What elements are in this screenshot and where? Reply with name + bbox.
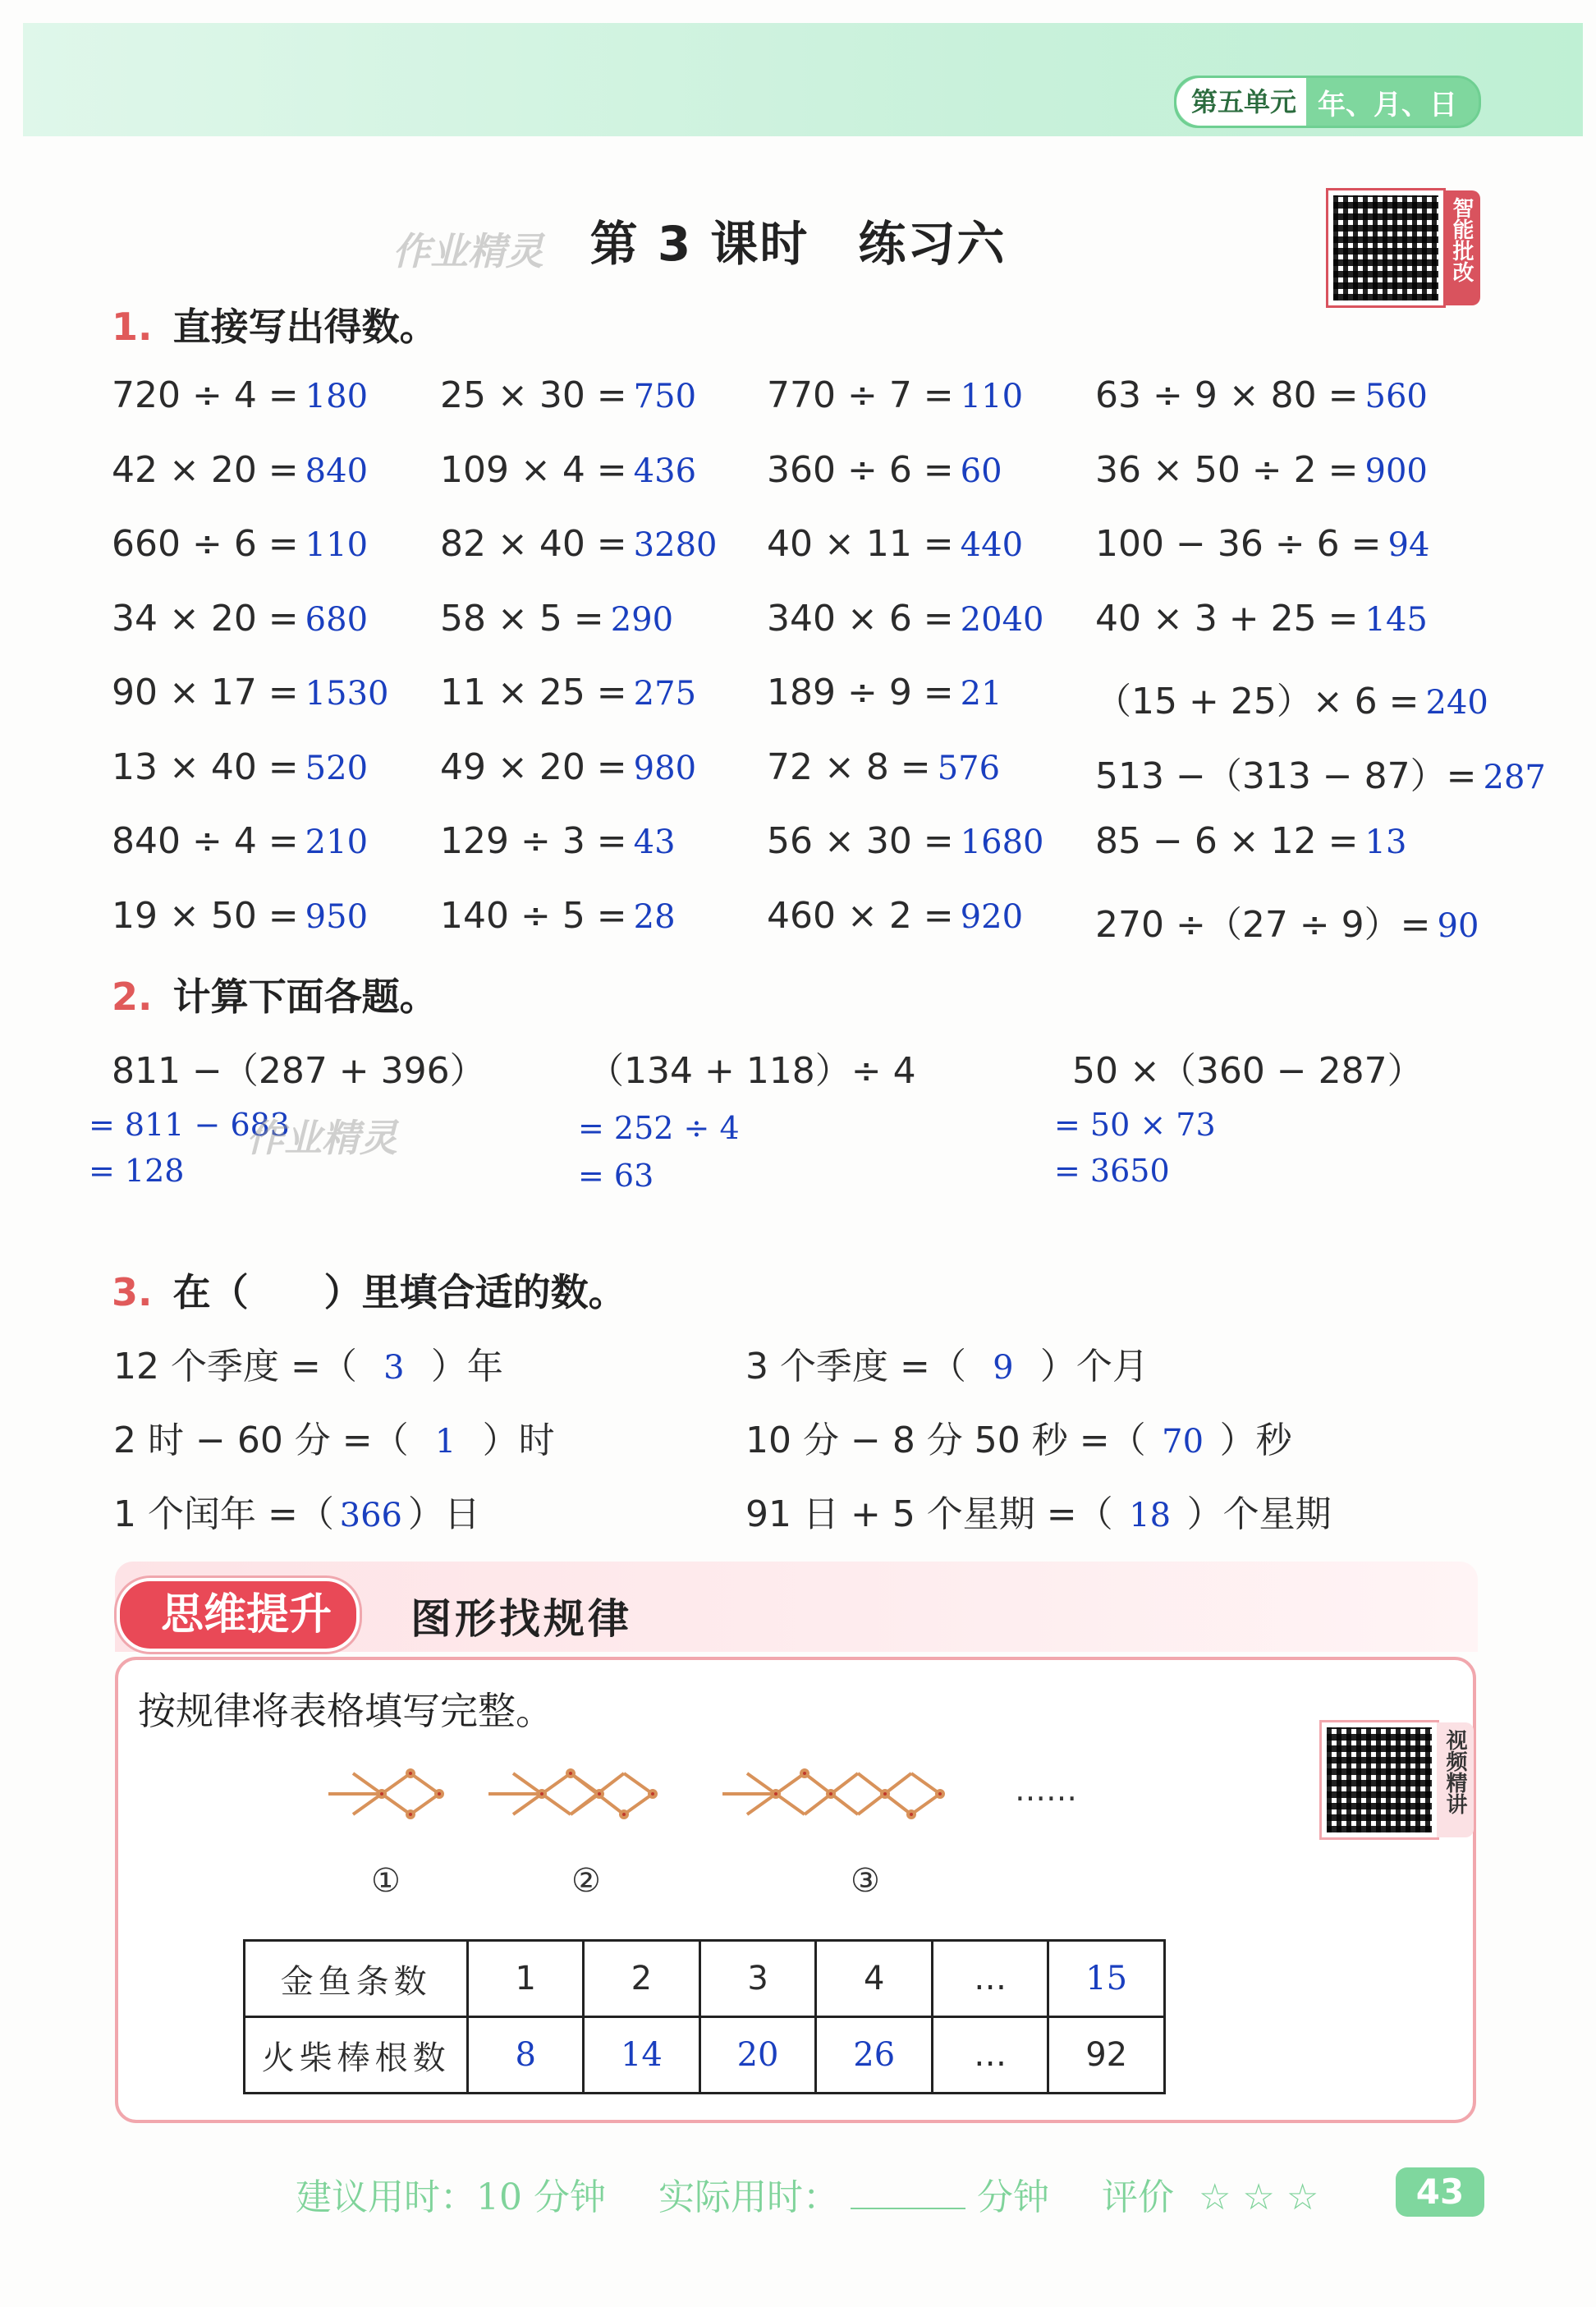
table-cell: … (933, 2017, 1048, 2094)
equation-expr: 340 × 6 = (767, 597, 954, 640)
work-step: = 252 ÷ 4 (578, 1110, 740, 1146)
table-cell: 2 (584, 1941, 700, 2017)
blank-answer[interactable]: 3 (383, 1349, 405, 1387)
unit-badge (1174, 76, 1481, 128)
fill-blank-item (745, 1410, 1292, 1463)
answer: 145 (1364, 600, 1428, 639)
qr-top-label: 智能批改 (1443, 190, 1480, 305)
blank-suffix: ）时 (482, 1420, 555, 1461)
table-row (245, 2017, 1165, 2094)
equation (112, 374, 368, 416)
problem-expr: （134 + 118）÷ 4 (588, 1050, 916, 1092)
equation (112, 820, 368, 862)
answer: 110 (305, 526, 369, 564)
equation-expr: 63 ÷ 9 × 80 = (1095, 374, 1359, 416)
equation-expr: 40 × 11 = (767, 523, 954, 565)
table-cell: 4 (816, 1941, 933, 2017)
equation (440, 598, 673, 640)
blank-answer[interactable]: 366 (339, 1497, 403, 1534)
blank-prefix: 12 个季度 =（ (113, 1346, 357, 1387)
equation-expr: 840 ÷ 4 = (112, 820, 299, 862)
answer: 520 (305, 749, 369, 787)
answer: 287 (1483, 758, 1546, 796)
work-step: = 50 × 73 (1054, 1107, 1216, 1143)
equation-expr: 11 × 25 = (440, 672, 627, 713)
equation (112, 598, 368, 640)
equation-expr: 34 × 20 = (112, 597, 299, 640)
section-title: 计算下面各题。 (172, 975, 438, 1019)
work-step: = 3650 (1054, 1153, 1170, 1189)
equation (767, 449, 1002, 491)
blank-suffix: ）日 (407, 1493, 480, 1535)
equation-expr: 42 × 20 = (112, 448, 299, 491)
fill-blank-item (745, 1484, 1332, 1537)
equation (1095, 449, 1428, 491)
section3-heading (112, 1263, 626, 1317)
answer-cell: 26 (816, 2017, 933, 2094)
answer: 240 (1425, 684, 1488, 722)
equation-expr: 25 × 30 = (440, 374, 627, 416)
qr-bottom[interactable] (1322, 1722, 1474, 1837)
equation-expr: 58 × 5 = (440, 597, 604, 640)
section-number: 1. (112, 305, 153, 349)
answer: 60 (960, 452, 1002, 490)
star-icon[interactable]: ☆ ☆ ☆ (1198, 2176, 1319, 2218)
equation-expr: 90 × 17 = (112, 672, 299, 713)
answer: 2040 (960, 600, 1044, 639)
table-cell: 3 (699, 1941, 816, 2017)
equation (440, 672, 696, 713)
equation-expr: 129 ÷ 3 = (440, 820, 627, 862)
answer: 210 (305, 823, 369, 861)
actual-time-label: 实际用时： (658, 2176, 839, 2218)
qr-top[interactable] (1328, 190, 1480, 305)
work-step: = 128 (89, 1153, 185, 1189)
fish-figure-1 (328, 1770, 443, 1818)
equation (1095, 672, 1488, 724)
equation (1095, 598, 1428, 640)
matchstick-fish-figure (312, 1749, 1100, 1839)
answer: 680 (305, 600, 369, 639)
blank-prefix: 2 时 − 60 分 =（ (113, 1420, 409, 1461)
equation (112, 672, 388, 713)
work-step: = 63 (578, 1158, 654, 1194)
equation (767, 672, 1002, 713)
equation-expr: 660 ÷ 6 = (112, 523, 299, 565)
equation-expr: 49 × 20 = (440, 745, 627, 788)
blank-answer[interactable]: 18 (1129, 1497, 1172, 1534)
equation-expr: 513 −（313 − 87）= (1095, 754, 1477, 797)
section1-heading (112, 297, 438, 351)
section-title: 直接写出得数。 (172, 305, 438, 349)
equation (440, 746, 696, 788)
equation-expr: 100 − 36 ÷ 6 = (1095, 523, 1382, 565)
blank-suffix: ）个月 (1039, 1346, 1149, 1387)
equation (112, 895, 368, 937)
equation (1095, 895, 1479, 947)
answer: 900 (1364, 452, 1428, 490)
equation-expr: 360 ÷ 6 = (767, 448, 954, 491)
answer: 290 (610, 600, 674, 639)
blank-prefix: 10 分 − 8 分 50 秒 =（ (745, 1420, 1146, 1461)
fish-figure-3 (722, 1770, 943, 1818)
equation (1095, 746, 1546, 799)
answer: 436 (633, 452, 697, 490)
equation-expr: 13 × 40 = (112, 745, 299, 788)
row-label: 金鱼条数 (245, 1941, 468, 2017)
answer: 275 (633, 675, 697, 713)
watermark: 作业精灵 (392, 229, 543, 273)
blank-answer[interactable]: 9 (993, 1349, 1014, 1387)
qr-code-icon (1328, 190, 1443, 305)
blank-suffix: ）年 (430, 1346, 503, 1387)
answer-cell: 14 (584, 2017, 700, 2094)
answer: 560 (1364, 378, 1428, 415)
blank-suffix: ）个星期 (1186, 1493, 1332, 1535)
answer: 180 (305, 378, 369, 415)
watermark: 作业精灵 (246, 1116, 397, 1160)
answer: 110 (960, 378, 1024, 415)
table-cell: 1 (468, 1941, 584, 2017)
equation-expr: （15 + 25）× 6 = (1095, 681, 1419, 722)
equation (767, 374, 1023, 416)
section-number: 2. (112, 975, 153, 1019)
thinking-badge: 思维提升 (117, 1578, 360, 1652)
suggested-time: 建议用时：10 分钟 (296, 2176, 606, 2218)
equation (440, 449, 696, 491)
equation (440, 895, 676, 937)
equation-expr: 720 ÷ 4 = (112, 374, 299, 416)
answer: 43 (633, 823, 676, 861)
equation-expr: 189 ÷ 9 = (767, 672, 954, 713)
equation (1095, 374, 1428, 416)
equation-expr: 85 − 6 × 12 = (1095, 820, 1359, 862)
equation (440, 820, 676, 862)
answer: 13 (1364, 823, 1407, 861)
equation-expr: 19 × 50 = (112, 894, 299, 937)
figure-label-2: ② (571, 1862, 601, 1900)
answer: 750 (633, 378, 697, 415)
answer-cell: 15 (1048, 1941, 1165, 2017)
thinking-subtitle: 图形找规律 (410, 1595, 632, 1643)
section-title: 在（ ）里填合适的数。 (172, 1270, 626, 1314)
equation (1095, 523, 1429, 565)
page-number: 43 (1396, 2167, 1484, 2217)
fish-figure-2 (488, 1770, 656, 1818)
answer: 3280 (633, 526, 718, 564)
answer: 21 (960, 675, 1002, 713)
fill-blank-item (113, 1410, 555, 1463)
blank-answer[interactable]: 1 (434, 1423, 456, 1461)
equation (112, 449, 368, 491)
blank-suffix: ）秒 (1219, 1420, 1292, 1461)
work-step: = 811 − 683 (89, 1107, 290, 1143)
equation (440, 523, 717, 565)
answer: 28 (633, 897, 676, 936)
problem-expr: 811 −（287 + 396） (112, 1050, 486, 1092)
answer: 94 (1387, 526, 1430, 564)
qr-code-icon (1322, 1722, 1437, 1837)
equation (112, 746, 368, 788)
equation-expr: 270 ÷（27 ÷ 9）= (1095, 903, 1431, 946)
answer: 1680 (960, 823, 1044, 861)
actual-time-blank[interactable] (851, 2208, 965, 2209)
equation (767, 598, 1043, 640)
fill-blank-item (113, 1337, 503, 1389)
unit-label: 第五单元 (1176, 78, 1306, 126)
rating-label: 评价 (1101, 2176, 1174, 2218)
equation (767, 820, 1043, 862)
table-cell: … (933, 1941, 1048, 2017)
table-cell: 92 (1048, 2017, 1165, 2094)
problem-expr: 50 ×（360 − 287） (1072, 1050, 1424, 1092)
equation-expr: 82 × 40 = (440, 523, 627, 565)
footer (296, 2167, 1319, 2220)
equation-expr: 140 ÷ 5 = (440, 894, 627, 937)
answer-cell: 8 (468, 2017, 584, 2094)
equation (767, 746, 1000, 788)
pattern-table (243, 1939, 1166, 2094)
blank-answer[interactable]: 70 (1162, 1423, 1204, 1461)
fill-blank-item (113, 1484, 480, 1537)
blank-prefix: 1 个闰年 =（ (113, 1493, 334, 1535)
answer: 90 (1437, 906, 1479, 945)
blank-prefix: 3 个季度 =（ (745, 1346, 966, 1387)
figure-label-3: ③ (851, 1862, 880, 1900)
answer: 840 (305, 452, 369, 490)
figure-label-1: ① (371, 1862, 401, 1900)
equation (767, 895, 1023, 937)
qr-bottom-label: 视频精讲 (1437, 1722, 1474, 1837)
table-row (245, 1941, 1165, 2017)
equation (112, 523, 368, 565)
equation (440, 374, 696, 416)
page-title: 第 3 课时 练习六 (589, 216, 1007, 272)
figure-ellipsis: …… (1015, 1772, 1077, 1808)
equation-expr: 770 ÷ 7 = (767, 374, 954, 416)
answer-cell: 20 (699, 2017, 816, 2094)
equation-expr: 36 × 50 ÷ 2 = (1095, 448, 1359, 491)
answer: 950 (305, 897, 369, 936)
answer: 576 (937, 749, 1001, 787)
equation-expr: 109 × 4 = (440, 448, 627, 491)
equation (1095, 820, 1406, 862)
answer: 440 (960, 526, 1024, 564)
equation-expr: 56 × 30 = (767, 820, 954, 862)
row-label: 火柴棒根数 (245, 2017, 468, 2094)
answer: 1530 (305, 675, 389, 713)
answer: 980 (633, 749, 697, 787)
equation-expr: 460 × 2 = (767, 894, 954, 937)
time-unit: 分钟 (976, 2176, 1049, 2218)
section2-heading (112, 967, 438, 1021)
thinking-instruction: 按规律将表格填写完整。 (138, 1689, 553, 1733)
blank-prefix: 91 日 + 5 个星期 =（ (745, 1493, 1113, 1535)
section-number: 3. (112, 1270, 153, 1314)
answer: 920 (960, 897, 1024, 936)
equation-expr: 72 × 8 = (767, 745, 931, 788)
equation-expr: 40 × 3 + 25 = (1095, 597, 1359, 640)
unit-topic: 年、月、日 (1318, 88, 1458, 122)
equation (767, 523, 1023, 565)
fill-blank-item (745, 1337, 1149, 1389)
